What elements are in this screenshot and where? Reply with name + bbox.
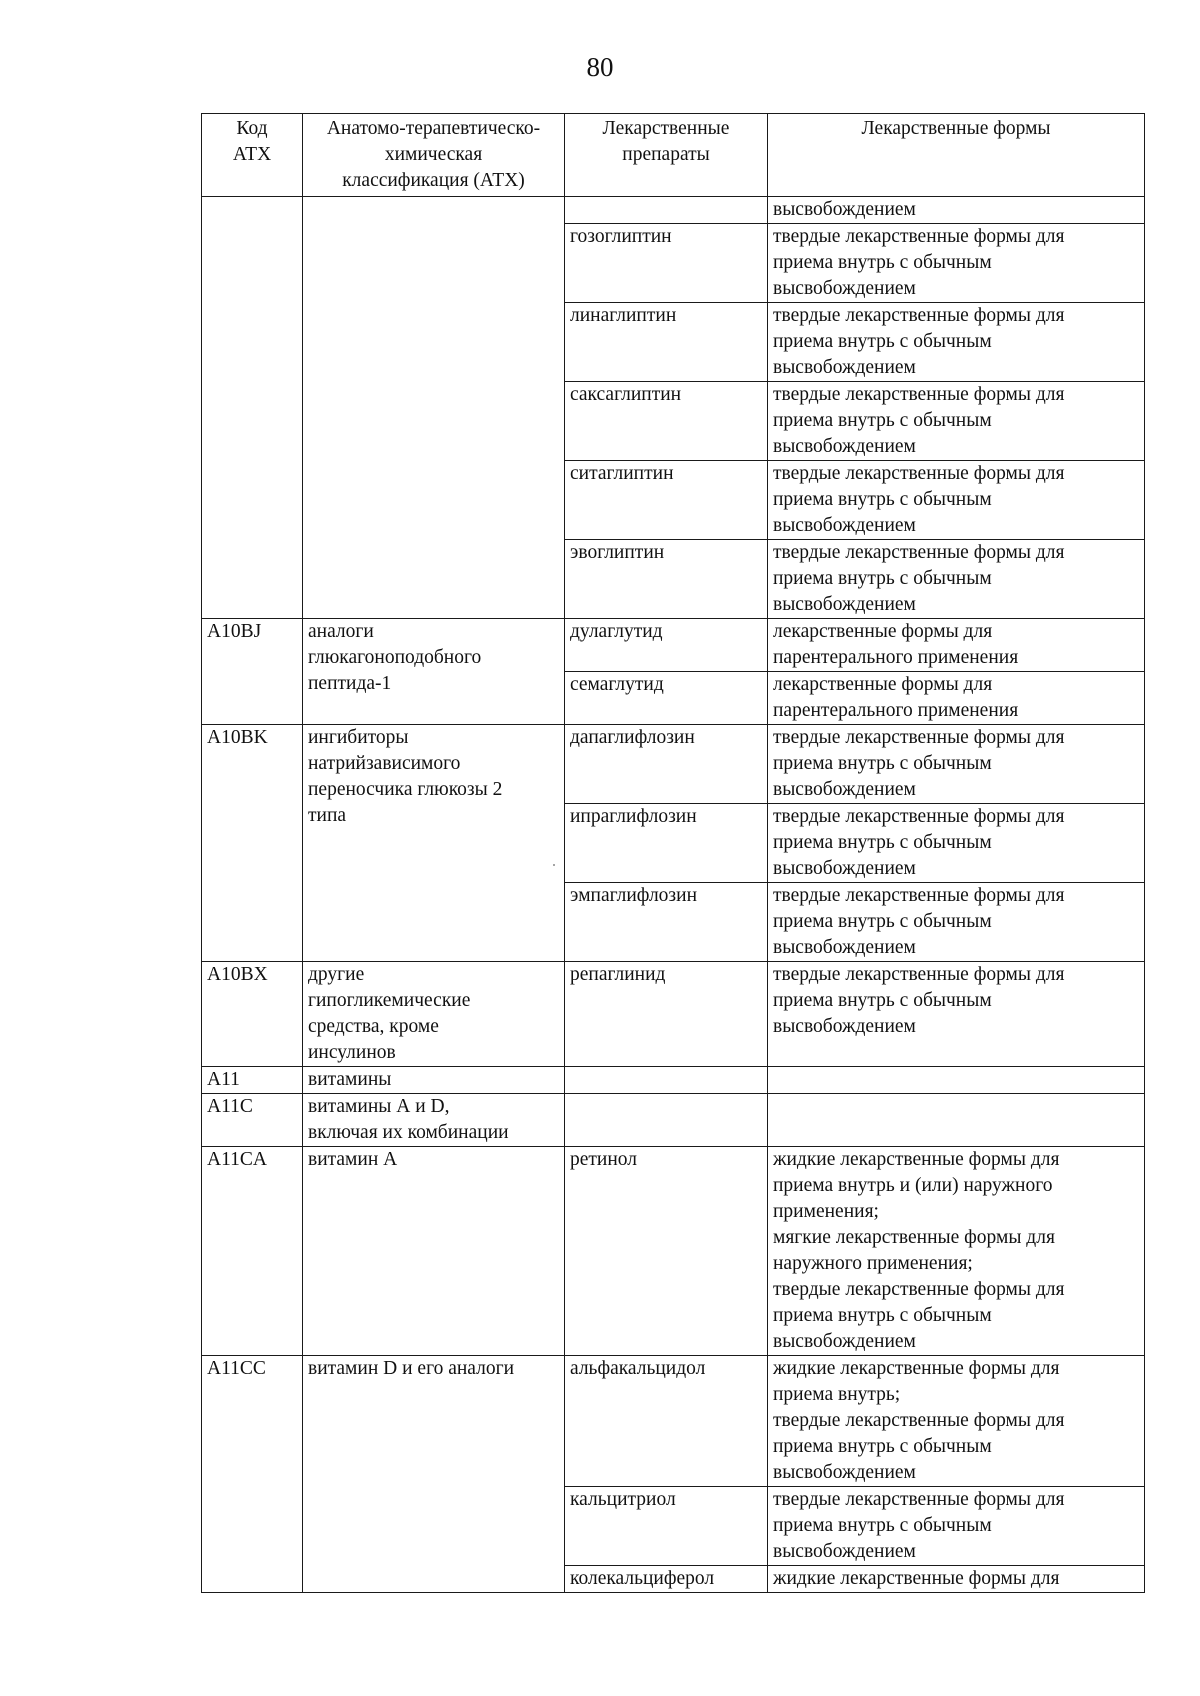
cell-drug: эвоглиптин [565,540,768,619]
cell-code: A10BX [202,962,303,1067]
cell-drug: кальцитриол [565,1487,768,1566]
cell-drug: репаглинид [565,962,768,1067]
table-row [202,725,1145,804]
page-number: 80 [586,52,614,82]
cell-drug: эмпаглифлозин [565,883,768,962]
cell-forms: твердые лекарственные формы для приема внутрь с обычным высвобождением [768,224,1145,303]
cell-classification: витамины А и D, включая их комбинации [303,1094,565,1147]
cell-classification: витамин А [303,1147,565,1356]
table-row [202,1147,1145,1356]
cell-forms: жидкие лекарственные формы для приема внутрь; твердые лекарственные формы для приема внутрь с обычным высвобождением [768,1356,1145,1487]
cell-drug [565,1094,768,1147]
table-row [202,619,1145,672]
cell-classification: витамины [303,1067,565,1094]
cell-drug: ретинол [565,1147,768,1356]
cell-forms: твердые лекарственные формы для приема внутрь с обычным высвобождением [768,962,1145,1067]
header-code: Код АТХ [202,114,303,197]
table-row [202,1094,1145,1147]
cell-drug [565,197,768,224]
cell-drug: дулаглутид [565,619,768,672]
cell-drug: саксаглиптин [565,382,768,461]
cell-drug: семаглутид [565,672,768,725]
table-row [202,1067,1145,1094]
cell-classification: ингибиторы натрийзависимого переносчика глюкозы 2 типа [303,725,565,962]
cell-forms: твердые лекарственные формы для приема внутрь с обычным высвобождением [768,804,1145,883]
header-drugs: Лекарственные препараты [565,114,768,197]
cell-drug: ипраглифлозин [565,804,768,883]
table-row [202,1356,1145,1487]
cell-code: A10BK [202,725,303,962]
cell-drug: гозоглиптин [565,224,768,303]
cell-code: A11CC [202,1356,303,1593]
header-classification: Анатомо-терапевтическо- химическая классификация (АТХ) [303,114,565,197]
cell-code: A11CA [202,1147,303,1356]
cell-forms: твердые лекарственные формы для приема внутрь с обычным высвобождением [768,883,1145,962]
table-row [202,962,1145,1067]
cell-forms: высвобождением [768,197,1145,224]
table-header-row [202,114,1145,197]
cell-classification: аналоги глюкагоноподобного пептида-1 [303,619,565,725]
cell-code [202,197,303,619]
cell-forms: твердые лекарственные формы для приема внутрь с обычным высвобождением [768,461,1145,540]
cell-forms: лекарственные формы для парентерального применения [768,672,1145,725]
cell-drug [565,1067,768,1094]
cell-forms: жидкие лекарственные формы для приема внутрь и (или) наружного применения; мягкие лекарственные формы для наружного применения; твердые лекарственные формы для приема внутрь с обычным высвобождением [768,1147,1145,1356]
cell-drug: дапаглифлозин [565,725,768,804]
table-row [202,197,1145,224]
cell-forms [768,1067,1145,1094]
cell-drug: ситаглиптин [565,461,768,540]
cell-drug: линаглиптин [565,303,768,382]
cell-forms: твердые лекарственные формы для приема внутрь с обычным высвобождением [768,303,1145,382]
cell-classification: другие гипогликемические средства, кроме инсулинов [303,962,565,1067]
cell-forms: твердые лекарственные формы для приема внутрь с обычным высвобождением [768,725,1145,804]
cell-forms: твердые лекарственные формы для приема внутрь с обычным высвобождением [768,382,1145,461]
scan-speck [553,864,555,866]
cell-forms: твердые лекарственные формы для приема внутрь с обычным высвобождением [768,540,1145,619]
header-forms: Лекарственные формы [768,114,1145,197]
cell-code: A11 [202,1067,303,1094]
cell-drug: альфакальцидол [565,1356,768,1487]
atx-table [201,113,1145,1593]
cell-forms: лекарственные формы для парентерального применения [768,619,1145,672]
cell-classification [303,197,565,619]
cell-forms: твердые лекарственные формы для приема внутрь с обычным высвобождением [768,1487,1145,1566]
cell-forms [768,1094,1145,1147]
cell-forms: жидкие лекарственные формы для [768,1566,1145,1593]
cell-drug: колекальциферол [565,1566,768,1593]
cell-code: A11C [202,1094,303,1147]
cell-code: A10BJ [202,619,303,725]
cell-classification: витамин D и его аналоги [303,1356,565,1593]
